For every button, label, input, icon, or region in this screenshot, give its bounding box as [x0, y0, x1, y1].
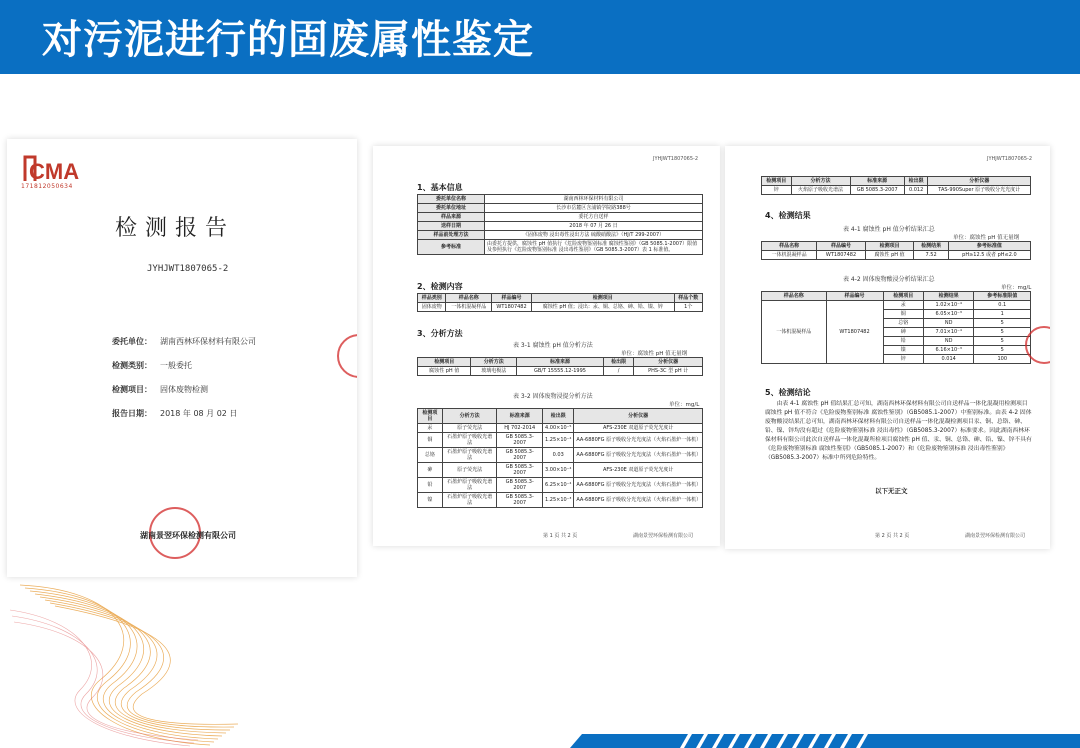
method-continued-table: 检测项目 分析方法 标准来源 检出限 分析仪器 锌 火焰原子吸收光谱法 GB 5085.3-2007 0.012 TAS-990Super 原子吸收分光光度计 — [761, 176, 1031, 195]
table41: 样品名称 样品编号 检测项目 检测结果 参考标准值 一体机混凝样品 WT1807482 腐蚀性 pH 值 7.52 pH≥12.5 或者 pH≤2.0 — [761, 241, 1031, 260]
issuer-name: 湖南景翌环保检测有限公司 — [140, 531, 236, 540]
report-page-1 — [373, 146, 720, 546]
table42: 样品名称 样品编号 检测项目 检测结果 参考标准限值 一体机混凝样品 WT1807482 汞 1.02×10⁻⁴ 0.1 铜 6.05×10⁻³ 1 总铬 ND 5 砷 7.01×10⁻⁴ 5 铅 ND 5 镍 6.16×10⁻³ 5 锌 0.014 100 — [761, 291, 1031, 364]
table32: 检测项目 分析方法 标准来源 检出限 分析仪器 汞 原子荧光法 HJ 702-2014 4.00×10⁻⁵ AFS-230E 双道原子荧光光度计 铜 石墨炉原子吸收光谱法 GB 5085.3-2007 1.25×10⁻⁴ AA-6880FG 原子吸收分光光度法（火焰石墨炉一体机） 总铬 石墨炉原子吸收光谱法 GB 5085.3-2007 0.03 AA-6880FG 原子吸收分光光度法（火焰石墨炉一体机） 砷 原子荧光法 GB 5085.3-2007 3.00×10⁻⁴ AFS-230E 双道原子荧光光度计 铅 石墨炉原子吸收光谱法 GB 5085.3-2007 6.25×10⁻⁴ AA-6880FG 原子吸收分光光度法（火焰石墨炉一体机） 镍 石墨炉原子吸收光谱法 GB 5085.3-2007 1.25×10⁻³ AA-6880FG 原子吸收分光光度法（火焰石墨炉一体机） — [417, 408, 703, 508]
svg-text:CMA: CMA — [29, 159, 80, 184]
report-cover-page — [7, 139, 357, 577]
date-row: 报告日期： 2018 年 08 月 02 日 — [112, 409, 238, 418]
page1-footer-number: 第 1 页 共 2 页 — [543, 533, 578, 539]
section-content: 2、检测内容 — [417, 282, 463, 291]
slide-title: 对污泥进行的固废属性鉴定 — [42, 17, 534, 63]
item-row: 检测项目： 固体废物检测 — [112, 385, 208, 394]
conclusion-text: 由表 4-1 腐蚀性 pH 值结果汇总可知，湖南西林环保材料有限公司自送样品一体化混凝用检测项目腐蚀性 pH 值不符合《危险废物鉴别标准 腐蚀性鉴别》（GB5085.1-2007）中鉴别标准。由表 4-2 固体废物酸浸结果汇总可知，湖南西林环保材料有限公司自送样品一体化混凝检测项目汞、铜、总铬、砷、铅、镍、锌均没有超过《危险废物鉴别标准 浸出毒性》（GB5085.3-2007）标准要求。因此湖南西林环保材料有限公司此次自送样品一体化混凝所检项目腐蚀性 pH 值、汞、铜、总铬、砷、铅、镍、锌不具有《危险废物鉴别标准 腐蚀性鉴别》（GB5085.1-2007）和《危险废物鉴别标准 浸出毒性鉴别》（GB5085.3-2007）标准中所列危险特性。 — [765, 401, 1032, 461]
report-number: JYHJWT1807065-2 — [147, 264, 229, 274]
decorative-swirl — [0, 580, 250, 748]
section-method: 3、分析方法 — [417, 329, 463, 338]
page2-footer-org: 湖南景翌环保检测有限公司 — [965, 533, 1026, 539]
table32-unit: 单位：mg/L — [669, 402, 700, 408]
end-text: 以下无正文 — [875, 487, 908, 495]
decorative-stripes — [560, 734, 1080, 748]
table41-unit: 单位：腐蚀性 pH 值无量纲 — [953, 235, 1020, 241]
table31-unit: 单位：腐蚀性 pH 值无量纲 — [621, 351, 688, 357]
page1-footer-org: 湖南景翌环保检测有限公司 — [633, 533, 694, 539]
cert-number: 171812050634 — [21, 183, 73, 190]
side-seal-stamp — [337, 334, 357, 378]
content-table: 样品类别 样品名称 样品编号 检测项目 样品个数 固体废物 一体机混凝样品 WT1807482 腐蚀性 pH 值；浸出：汞、铜、总铬、砷、铅、镍、锌 1个 — [417, 293, 703, 312]
section-conclusion: 5、检测结论 — [765, 388, 811, 397]
slide-header — [0, 0, 1080, 74]
table32-caption: 表 3-2 固体废物浸提分析方法 — [513, 393, 593, 400]
table42-unit: 单位：mg/L — [1001, 285, 1032, 291]
basic-info-table: 委托单位名称 湖南西林环保材料有限公司 委托单位地址 长沙市岳麓区含浦镇学院路388号 样品来源 委托方自送样 送样日期 2018 年 07 月 26 日 样品前处理方法 《固体废物 浸出毒性浸出方法 硫酸硝酸法》（HJ/T 299-2007） 参考标准 由委托方提供，腐蚀性 pH 值执行《危险废物鉴别标准 腐蚀性鉴别》（GB 5085.1-2007）限值及参照执行《危险废物鉴别标准 浸出毒性鉴别》（GB 5085.3-2007）表 1 标准值。 — [417, 194, 703, 255]
section-basic-info: 1、基本信息 — [417, 183, 463, 192]
table31: 检测项目 分析方法 标准来源 检出限 分析仪器 腐蚀性 pH 值 玻璃电极法 GB/T 15555.12-1995 / PHS-3C 型 pH 计 — [417, 357, 703, 376]
page-header-number: JYHJWT1807065-2 — [987, 156, 1033, 162]
section-results: 4、检测结果 — [765, 211, 811, 220]
page2-footer-number: 第 2 页 共 2 页 — [875, 533, 910, 539]
table42-caption: 表 4-2 固体废物酸浸分析结果汇总 — [843, 276, 935, 283]
category-row: 检测类别： 一般委托 — [112, 361, 192, 370]
client-row: 委托单位： 湖南西林环保材料有限公司 — [112, 337, 256, 346]
table31-caption: 表 3-1 腐蚀性 pH 值分析方法 — [513, 342, 593, 349]
table41-caption: 表 4-1 腐蚀性 pH 值分析结果汇总 — [843, 226, 935, 233]
report-title: 检测报告 — [115, 216, 236, 241]
report-page-2 — [725, 146, 1050, 549]
page-header-number: JYHJWT1807065-2 — [653, 156, 699, 162]
